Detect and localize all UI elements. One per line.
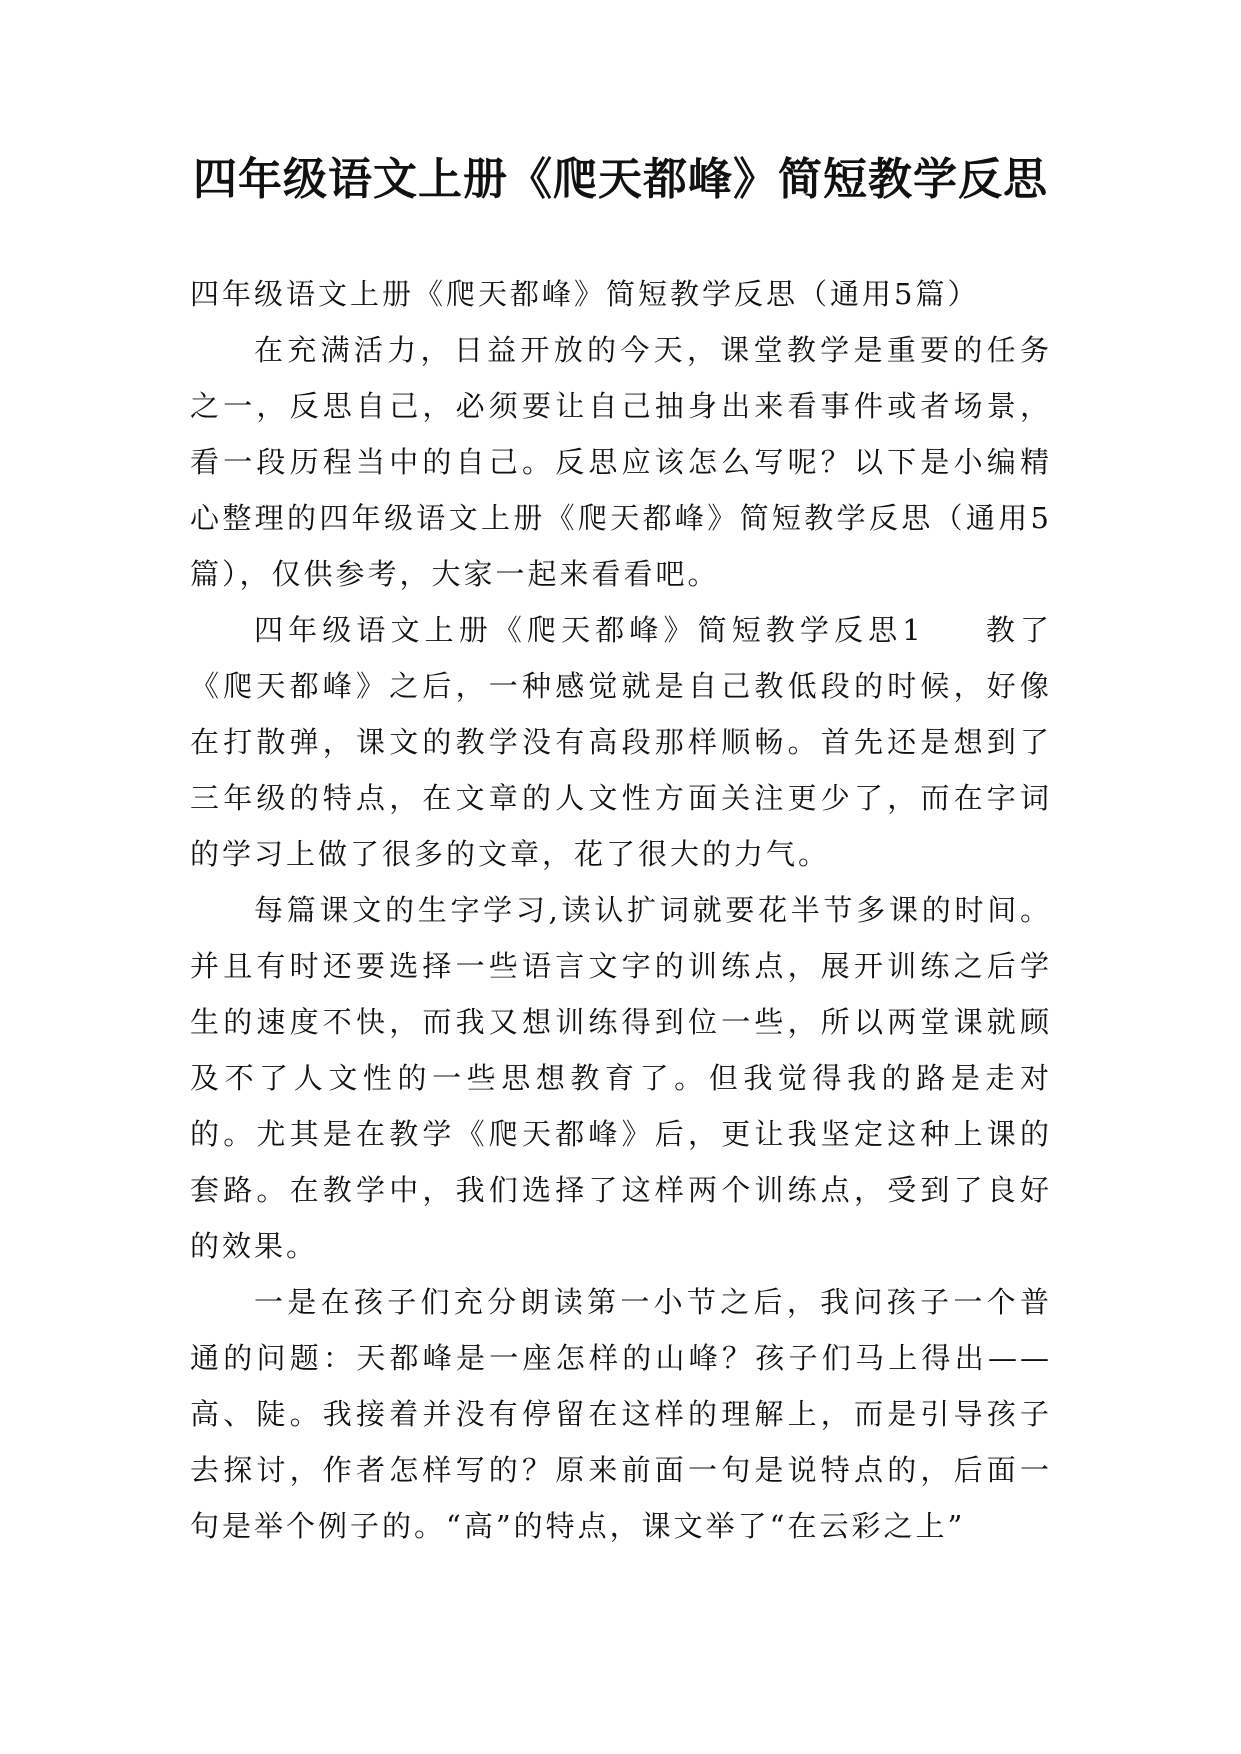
intro-paragraph: 在充满活力，日益开放的今天，课堂教学是重要的任务之一，反思自己，必须要让自己抽身出来看事件或者场景，看一段历程当中的自己。反思应该怎么写呢？以下是小编精心整理的四年级语文上册《爬天都峰》简短教学反思（通用5篇），仅供参考，大家一起来看看吧。 [190,333,1052,591]
section-1-heading: 四年级语文上册《爬天都峰》简短教学反思1 [254,613,924,647]
document-title: 四年级语文上册《爬天都峰》简短教学反思 [193,154,1048,205]
document-body [190,266,1052,1554]
section-1-paragraph [190,602,1052,882]
body-paragraph-3: 一是在孩子们充分朗读第一小节之后，我问孩子一个普通的问题：天都峰是一座怎样的山峰？孩子们马上得出——高、陡。我接着并没有停留在这样的理解上，而是引导孩子去探讨，作者怎样写的？原来前面一句是说特点的，后面一句是举个例子的。“高”的特点，课文举了“在云彩之上” [190,1285,1052,1543]
document-subtitle: 四年级语文上册《爬天都峰》简短教学反思（通用5篇） [190,277,980,311]
section-1-text: 教了《爬天都峰》之后，一种感觉就是自己教低段的时候，好像在打散弹，课文的教学没有高段那样顺畅。首先还是想到了三年级的特点，在文章的人文性方面关注更少了，而在字词的学习上做了很多的文章，花了很大的力气。 [190,613,1052,871]
body-paragraph-2: 每篇课文的生字学习,读认扩词就要花半节多课的时间。并且有时还要选择一些语言文字的训练点，展开训练之后学生的速度不快，而我又想训练得到位一些，所以两堂课就顾及不了人文性的一些思想教育了。但我觉得我的路是走对的。尤其是在教学《爬天都峰》后，更让我坚定这种上课的套路。在教学中，我们选择了这样两个训练点，受到了良好的效果。 [190,893,1052,1263]
